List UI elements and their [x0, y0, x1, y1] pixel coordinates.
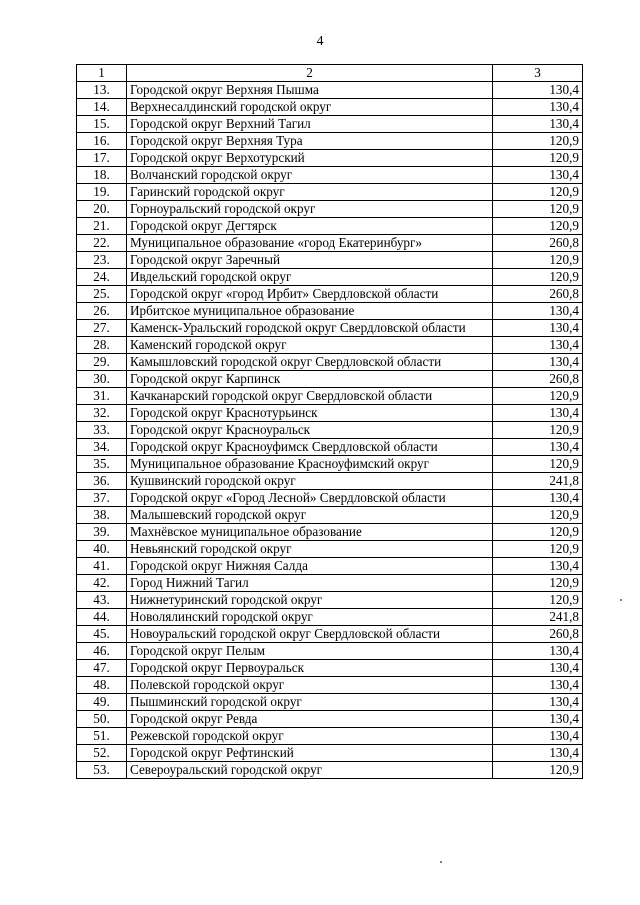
- municipality-name: Городской округ Красноуфимск Свердловской области: [127, 439, 493, 456]
- municipality-name: Новолялинский городской округ: [127, 609, 493, 626]
- table-row: [77, 473, 583, 490]
- table-row: [77, 252, 583, 269]
- row-value: 120,9: [493, 252, 583, 269]
- municipality-name: Городской округ Первоуральск: [127, 660, 493, 677]
- municipality-name: Волчанский городской округ: [127, 167, 493, 184]
- municipality-name: Городской округ Красноуральск: [127, 422, 493, 439]
- row-value: 120,9: [493, 269, 583, 286]
- row-value: 120,9: [493, 456, 583, 473]
- row-number: 42.: [77, 575, 127, 592]
- table-row: [77, 116, 583, 133]
- table-body: [77, 65, 583, 779]
- table-row: [77, 592, 583, 609]
- table-row: [77, 728, 583, 745]
- column-header-number: 1: [77, 65, 127, 82]
- row-number: 37.: [77, 490, 127, 507]
- table-row: [77, 558, 583, 575]
- row-value: 241,8: [493, 473, 583, 490]
- municipality-name: Городской округ Карпинск: [127, 371, 493, 388]
- table-row: [77, 371, 583, 388]
- row-number: 44.: [77, 609, 127, 626]
- table-row: [77, 626, 583, 643]
- row-value: 130,4: [493, 303, 583, 320]
- table-row: [77, 490, 583, 507]
- row-value: 130,4: [493, 439, 583, 456]
- row-value: 260,8: [493, 286, 583, 303]
- header-row: [77, 65, 583, 82]
- row-value: 130,4: [493, 728, 583, 745]
- municipality-name: Ирбитское муниципальное образование: [127, 303, 493, 320]
- row-value: 130,4: [493, 82, 583, 99]
- table-row: [77, 388, 583, 405]
- column-header-value: 3: [493, 65, 583, 82]
- municipality-name: Невьянский городской округ: [127, 541, 493, 558]
- municipality-name: Каменский городской округ: [127, 337, 493, 354]
- table-row: [77, 422, 583, 439]
- row-value: 130,4: [493, 116, 583, 133]
- row-value: 130,4: [493, 643, 583, 660]
- row-number: 39.: [77, 524, 127, 541]
- row-number: 27.: [77, 320, 127, 337]
- municipality-name: Город Нижний Тагил: [127, 575, 493, 592]
- row-number: 48.: [77, 677, 127, 694]
- table-row: [77, 507, 583, 524]
- row-value: 260,8: [493, 371, 583, 388]
- table-row: [77, 133, 583, 150]
- row-number: 19.: [77, 184, 127, 201]
- row-number: 52.: [77, 745, 127, 762]
- row-number: 38.: [77, 507, 127, 524]
- row-value: 130,4: [493, 405, 583, 422]
- table-row: [77, 184, 583, 201]
- municipality-name: Городской округ «Город Лесной» Свердловской области: [127, 490, 493, 507]
- row-number: 23.: [77, 252, 127, 269]
- row-number: 14.: [77, 99, 127, 116]
- row-value: 130,4: [493, 711, 583, 728]
- row-number: 53.: [77, 762, 127, 779]
- municipality-name: Режевской городской округ: [127, 728, 493, 745]
- table-row: [77, 456, 583, 473]
- municipality-name: Городской округ Верхотурский: [127, 150, 493, 167]
- row-value: 130,4: [493, 694, 583, 711]
- municipality-name: Горноуральский городской округ: [127, 201, 493, 218]
- table-row: [77, 609, 583, 626]
- row-value: 120,9: [493, 218, 583, 235]
- municipality-name: Малышевский городской округ: [127, 507, 493, 524]
- row-value: 130,4: [493, 490, 583, 507]
- row-value: 130,4: [493, 558, 583, 575]
- table-row: [77, 439, 583, 456]
- table-row: [77, 235, 583, 252]
- table-row: [77, 167, 583, 184]
- table-row: [77, 354, 583, 371]
- row-number: 41.: [77, 558, 127, 575]
- municipality-name: Городской округ Заречный: [127, 252, 493, 269]
- municipality-table: [76, 64, 583, 779]
- table-row: [77, 218, 583, 235]
- row-value: 120,9: [493, 592, 583, 609]
- municipality-name: Городской округ Нижняя Салда: [127, 558, 493, 575]
- row-value: 130,4: [493, 337, 583, 354]
- row-number: 45.: [77, 626, 127, 643]
- row-value: 120,9: [493, 184, 583, 201]
- table-row: [77, 541, 583, 558]
- table-row: [77, 405, 583, 422]
- municipality-name: Верхнесалдинский городской округ: [127, 99, 493, 116]
- row-number: 33.: [77, 422, 127, 439]
- row-value: 130,4: [493, 99, 583, 116]
- municipality-name: Махнёвское муниципальное образование: [127, 524, 493, 541]
- municipality-name: Муниципальное образование «город Екатеринбург»: [127, 235, 493, 252]
- row-number: 15.: [77, 116, 127, 133]
- row-value: 260,8: [493, 235, 583, 252]
- municipality-name: Городской округ «город Ирбит» Свердловской области: [127, 286, 493, 303]
- row-value: 130,4: [493, 320, 583, 337]
- table-row: [77, 745, 583, 762]
- row-number: 43.: [77, 592, 127, 609]
- row-number: 29.: [77, 354, 127, 371]
- row-value: 120,9: [493, 524, 583, 541]
- table-row: [77, 677, 583, 694]
- municipality-name: Североуральский городской округ: [127, 762, 493, 779]
- row-number: 49.: [77, 694, 127, 711]
- table-row: [77, 694, 583, 711]
- row-number: 18.: [77, 167, 127, 184]
- table-row: [77, 286, 583, 303]
- row-number: 13.: [77, 82, 127, 99]
- table-row: [77, 643, 583, 660]
- row-number: 50.: [77, 711, 127, 728]
- row-value: 120,9: [493, 150, 583, 167]
- row-value: 120,9: [493, 422, 583, 439]
- row-value: 120,9: [493, 575, 583, 592]
- municipality-name: Ивдельский городской округ: [127, 269, 493, 286]
- table-row: [77, 269, 583, 286]
- row-value: 130,4: [493, 745, 583, 762]
- table-row: [77, 762, 583, 779]
- municipality-name: Городской округ Рефтинский: [127, 745, 493, 762]
- table-row: [77, 524, 583, 541]
- row-number: 21.: [77, 218, 127, 235]
- municipality-name: Городской округ Краснотурьинск: [127, 405, 493, 422]
- table-row: [77, 320, 583, 337]
- row-number: 22.: [77, 235, 127, 252]
- row-number: 31.: [77, 388, 127, 405]
- row-number: 25.: [77, 286, 127, 303]
- scan-speck: [620, 599, 622, 601]
- row-value: 260,8: [493, 626, 583, 643]
- municipality-name: Городской округ Верхняя Пышма: [127, 82, 493, 99]
- municipality-name: Городской округ Пелым: [127, 643, 493, 660]
- row-number: 36.: [77, 473, 127, 490]
- row-number: 32.: [77, 405, 127, 422]
- table-row: [77, 82, 583, 99]
- municipality-name: Муниципальное образование Красноуфимский округ: [127, 456, 493, 473]
- row-value: 130,4: [493, 660, 583, 677]
- row-value: 120,9: [493, 133, 583, 150]
- row-number: 30.: [77, 371, 127, 388]
- row-number: 40.: [77, 541, 127, 558]
- municipality-name: Качканарский городской округ Свердловской области: [127, 388, 493, 405]
- row-number: 51.: [77, 728, 127, 745]
- municipality-name: Камышловский городской округ Свердловской области: [127, 354, 493, 371]
- table-row: [77, 711, 583, 728]
- municipality-name: Городской округ Верхний Тагил: [127, 116, 493, 133]
- municipality-name: Каменск-Уральский городской округ Свердловской области: [127, 320, 493, 337]
- municipality-name: Городской округ Ревда: [127, 711, 493, 728]
- table-row: [77, 99, 583, 116]
- municipality-name: Городской округ Верхняя Тура: [127, 133, 493, 150]
- row-value: 120,9: [493, 507, 583, 524]
- row-number: 35.: [77, 456, 127, 473]
- row-number: 24.: [77, 269, 127, 286]
- scan-speck: [440, 861, 442, 863]
- row-number: 28.: [77, 337, 127, 354]
- row-value: 241,8: [493, 609, 583, 626]
- row-value: 120,9: [493, 541, 583, 558]
- row-number: 34.: [77, 439, 127, 456]
- municipality-name: Нижнетуринский городской округ: [127, 592, 493, 609]
- municipality-name: Городской округ Дегтярск: [127, 218, 493, 235]
- row-number: 47.: [77, 660, 127, 677]
- municipality-name: Новоуральский городской округ Свердловской области: [127, 626, 493, 643]
- municipality-name: Полевской городской округ: [127, 677, 493, 694]
- column-header-name: 2: [127, 65, 493, 82]
- table-row: [77, 660, 583, 677]
- page-number: 4: [316, 34, 324, 49]
- row-number: 17.: [77, 150, 127, 167]
- municipality-name: Кушвинский городской округ: [127, 473, 493, 490]
- table-row: [77, 575, 583, 592]
- table-row: [77, 201, 583, 218]
- row-number: 26.: [77, 303, 127, 320]
- table-row: [77, 150, 583, 167]
- row-value: 120,9: [493, 201, 583, 218]
- row-value: 120,9: [493, 388, 583, 405]
- row-value: 130,4: [493, 677, 583, 694]
- row-number: 16.: [77, 133, 127, 150]
- table-row: [77, 303, 583, 320]
- row-value: 130,4: [493, 354, 583, 371]
- municipality-name: Пышминский городской округ: [127, 694, 493, 711]
- municipality-name: Гаринский городской округ: [127, 184, 493, 201]
- row-number: 46.: [77, 643, 127, 660]
- row-value: 120,9: [493, 762, 583, 779]
- row-value: 130,4: [493, 167, 583, 184]
- table-row: [77, 337, 583, 354]
- row-number: 20.: [77, 201, 127, 218]
